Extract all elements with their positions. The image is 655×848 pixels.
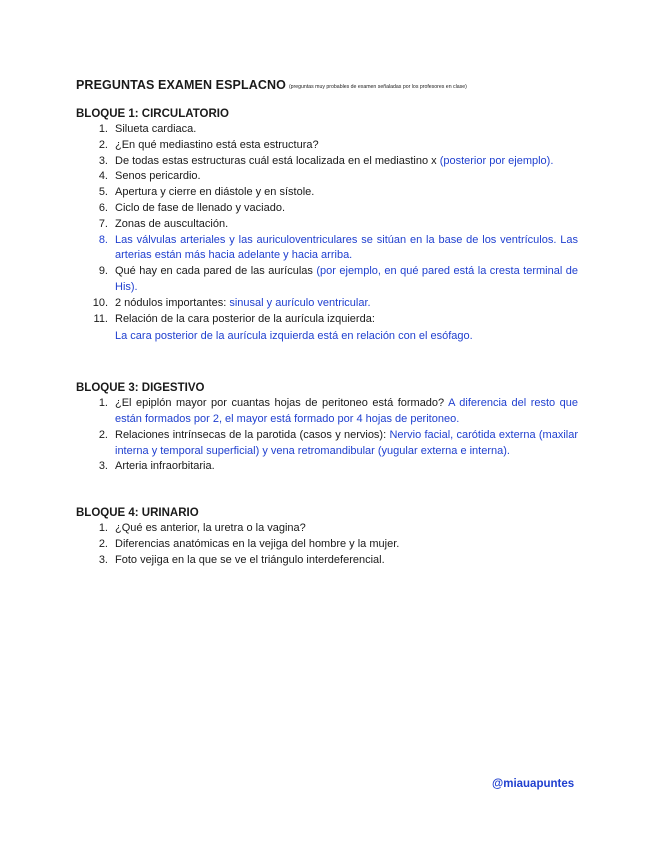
section-circulatorio xyxy=(76,108,578,345)
answer-note: La cara posterior de la aurícula izquierda está en relación con el esófago. xyxy=(115,330,473,343)
section-heading: BLOQUE 1: CIRCULATORIO xyxy=(76,108,229,120)
document-page xyxy=(76,78,578,569)
list-item: 10. 2 nódulos importantes: sinusal y aurículo ventricular. xyxy=(92,296,371,309)
list-item: 5. Apertura y cierre en diástole y en sístole. xyxy=(98,186,315,199)
title-subtitle: (preguntas muy probables de examen señaladas por los profesores en clase) xyxy=(288,84,467,90)
list-item: 1. ¿El epiplón mayor por cuantas hojas de peritoneo está formado? A diferencia del resto que están formados por 2, el mayor está formado por 4 hojas de peritoneo. xyxy=(98,397,579,425)
list-item: 9. Qué hay en cada pared de las aurículas (por ejemplo, en qué pared está la cresta terminal de His). xyxy=(98,265,578,293)
list-item: 3. De todas estas estructuras cuál está localizada en el mediastino x (posterior por ejemplo). xyxy=(98,154,554,167)
list-item: 2. ¿En qué mediastino está esta estructura? xyxy=(98,138,319,151)
list-item: 8. Las válvulas arteriales y las auriculoventriculares se sitúan en la base de los ventrículos. Las arterias están más hacia adelante y hacia arriba. xyxy=(98,233,578,262)
list-item: 7. Zonas de auscultación. xyxy=(98,217,229,230)
list-item: 2. Diferencias anatómicas en la vejiga del hombre y la mujer. xyxy=(98,537,400,550)
section-heading: BLOQUE 4: URINARIO xyxy=(76,507,199,520)
list-item: 4. Senos pericardio. xyxy=(98,170,201,183)
section-heading: BLOQUE 3: DIGESTIVO xyxy=(76,382,205,395)
title-text: PREGUNTAS EXAMEN ESPLACNO xyxy=(76,78,286,92)
question-list xyxy=(76,521,578,568)
section-urinario xyxy=(76,507,578,568)
list-item: 11. Relación de la cara posterior de la aurícula izquierda: La cara posterior de la aurícula izquierda está en relación con el esófago. xyxy=(76,312,578,346)
footer-handle: @miauapuntes xyxy=(492,778,575,790)
list-item: 3. Foto vejiga en la que se ve el triángulo interdeferencial. xyxy=(98,553,385,566)
question-list xyxy=(76,122,578,345)
list-item: 3. Arteria infraorbitaria. xyxy=(98,460,215,473)
list-item: 6. Ciclo de fase de llenado y vaciado. xyxy=(98,201,285,214)
list-item: 1. Silueta cardiaca. xyxy=(98,123,197,135)
page-title xyxy=(76,78,578,92)
list-item: 2. Relaciones intrínsecas de la parotida (casos y nervios): Nervio facial, carótida externa (maxilar interna y temporal superficial) y vena retromandibular (yugular externa e interna). xyxy=(98,428,578,457)
list-item: 1. ¿Qué es anterior, la uretra o la vagina? xyxy=(98,522,306,535)
question-list xyxy=(76,396,578,475)
section-digestivo xyxy=(76,382,578,475)
